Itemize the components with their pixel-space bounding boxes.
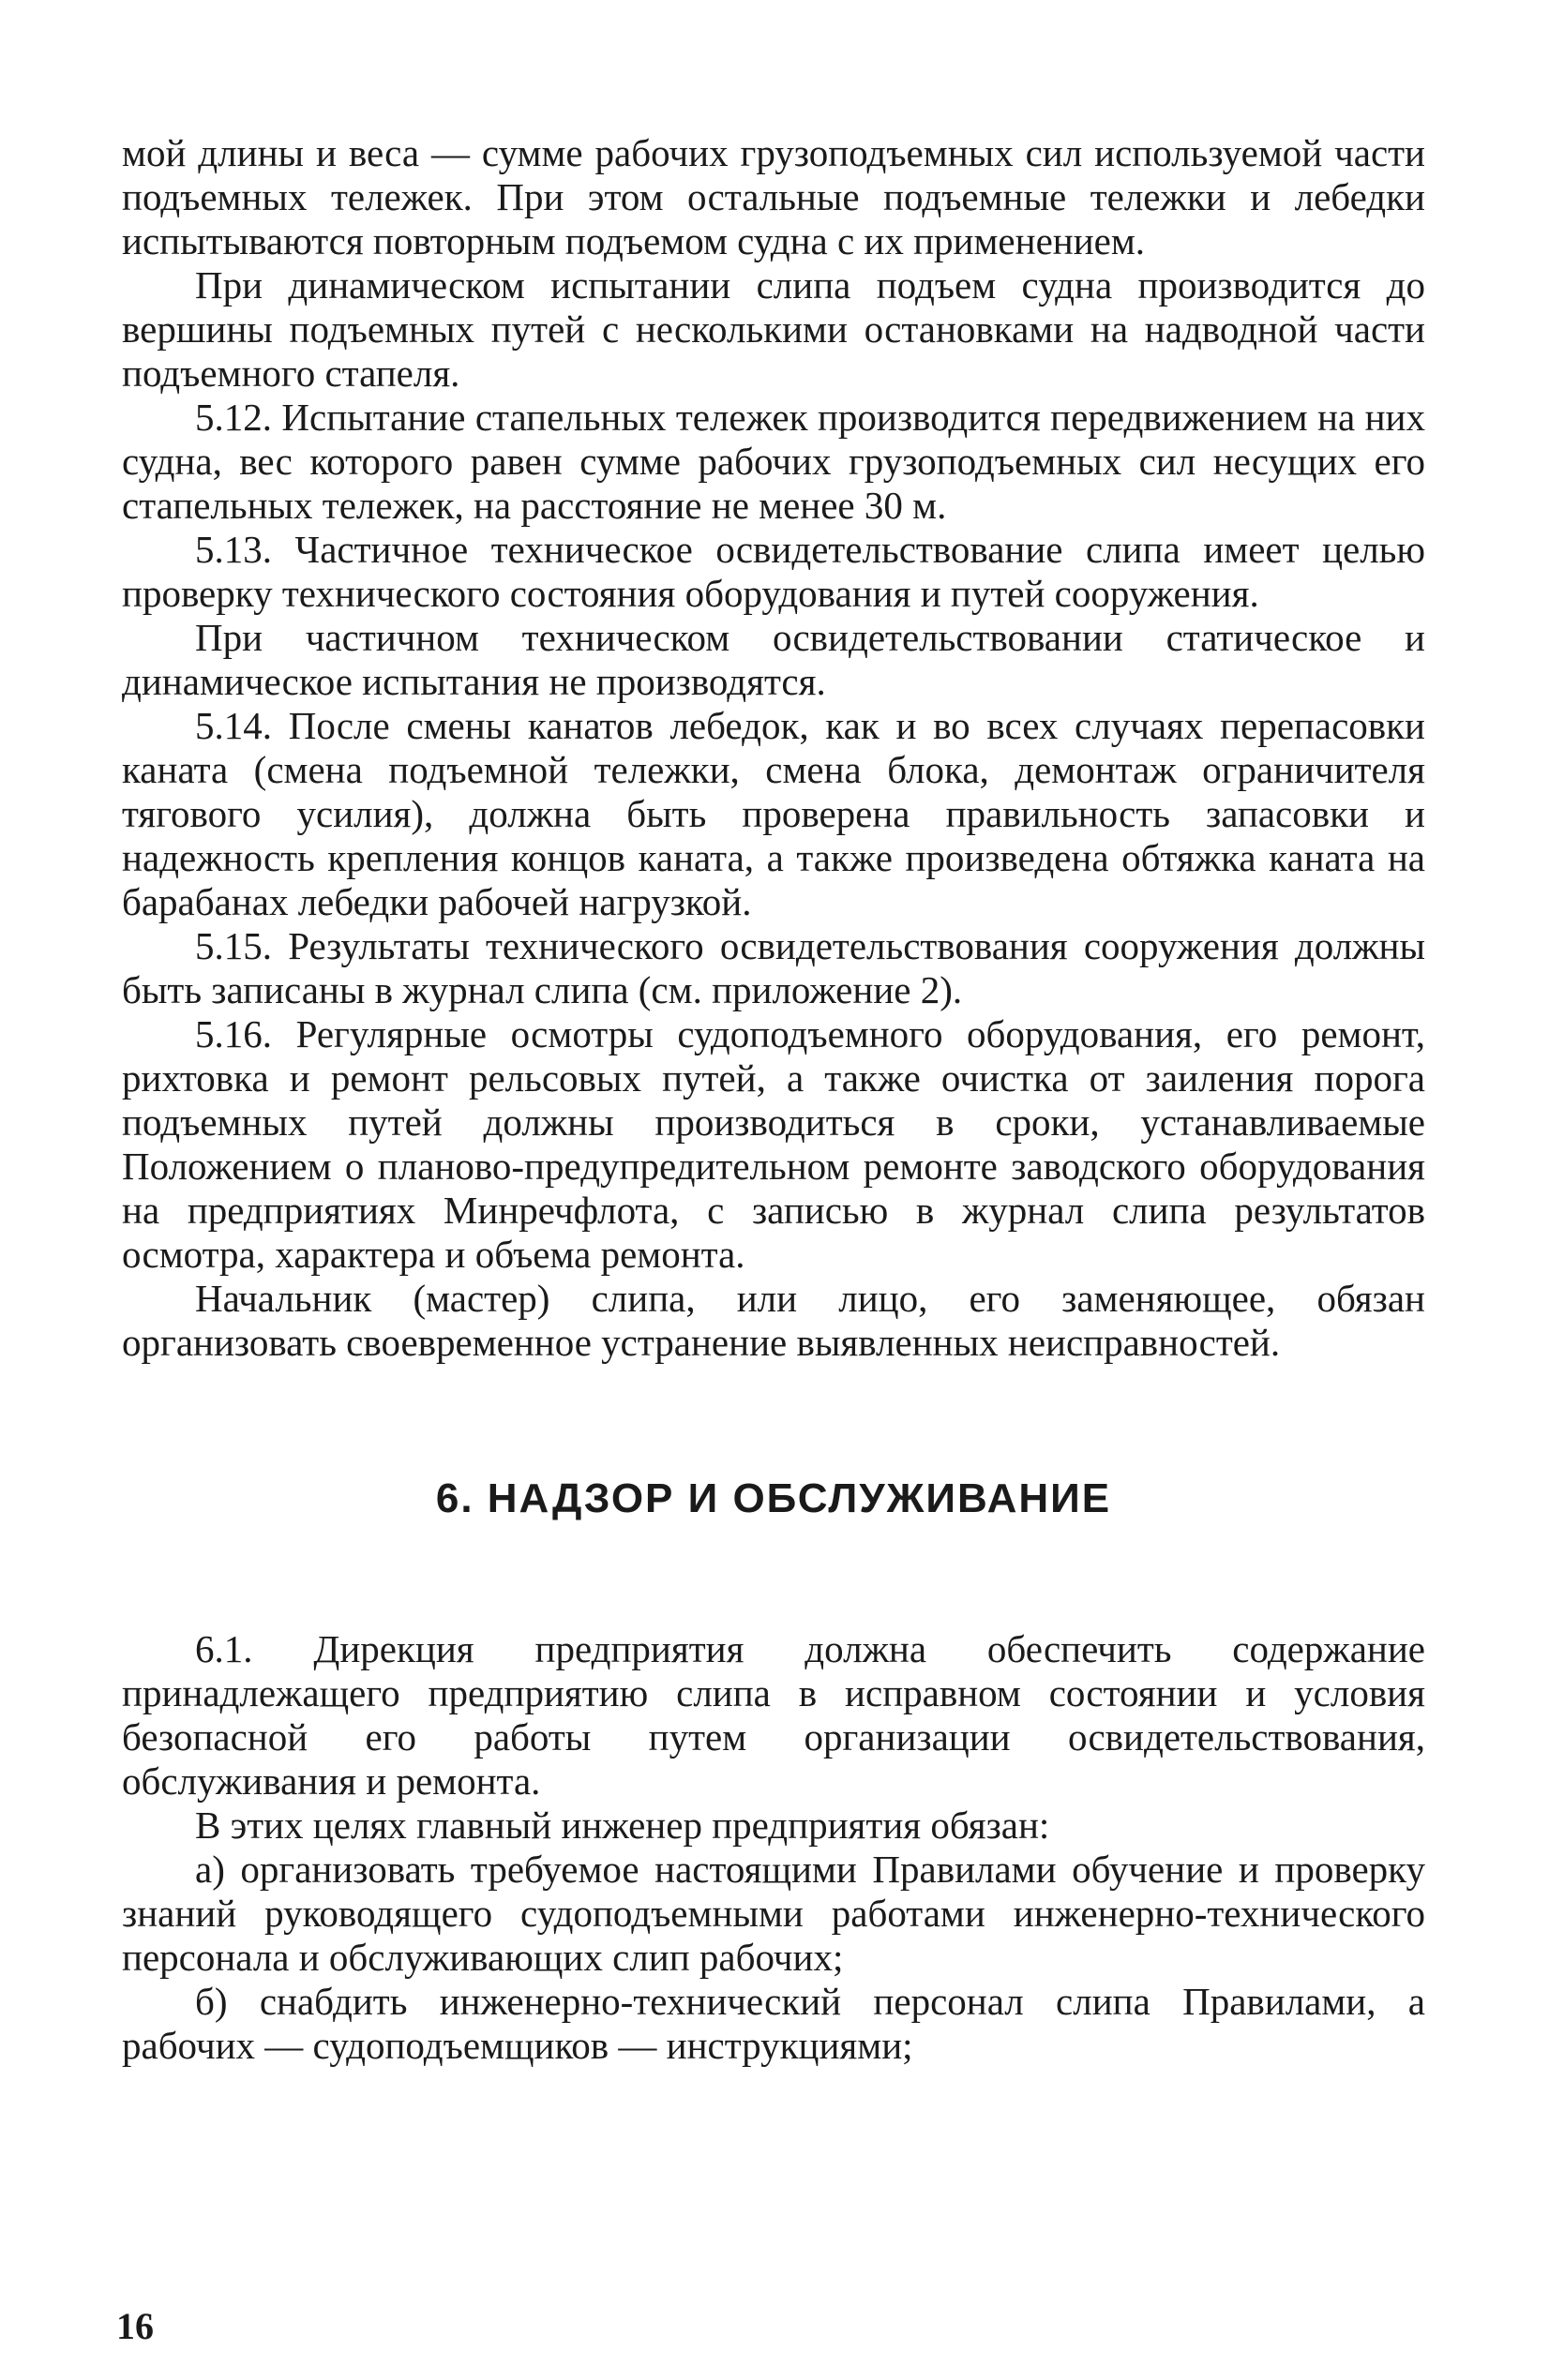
paragraph-partial-inspection: При частичном техническом освидетельствовании статическое и динамическое испытания не производятся. [122, 616, 1425, 703]
paragraph-5-16: 5.16. Регулярные осмотры судоподъемного оборудования, его ремонт, рихтовка и ремонт рельсовых путей, а также очистка от заиления порога подъемных путей должны производиться в сроки, устанавливаемые Положением о планово-предупредительном ремонте заводского оборудования на предприятиях Минречфлота, с записью в журнал слипа результатов осмотра, характера и объема ремонта. [122, 1012, 1425, 1276]
section-heading: 6. НАДЗОР И ОБСЛУЖИВАНИЕ [435, 1475, 1112, 1521]
list-item-b: б) снабдить инженерно-технический персонал слипа Правилами, а рабочих — судоподъемщиков — инструкциями; [122, 1980, 1425, 2067]
paragraph-5-14: 5.14. После смены канатов лебедок, как и во всех случаях перепасовки каната (смена подъемной тележки, смена блока, демонтаж ограничителя тягового усилия), должна быть проверена правильность запасовки и надежность крепления концов каната, а также произведена обтяжка каната на барабанах лебедки рабочей нагрузкой. [122, 704, 1425, 923]
paragraph-dynamic-test: При динамическом испытании слипа подъем судна производится до вершины подъемных путей с несколькими остановками на надводной части подъемного стапеля. [122, 263, 1425, 395]
paragraph-5-12: 5.12. Испытание стапельных тележек производится передвижением на них судна, вес которого равен сумме рабочих грузоподъемных сил несущих его стапельных тележек, на расстояние не менее 30 м. [122, 396, 1425, 527]
document-page [122, 131, 1425, 2068]
page-number: 16 [116, 2305, 154, 2347]
paragraph-chief-engineer: В этих целях главный инженер предприятия обязан: [195, 1804, 1050, 1847]
paragraph-6-1: 6.1. Дирекция предприятия должна обеспечить содержание принадлежащего предприятию слипа в исправном состоянии и условия безопасной его работы путем организации освидетельствования, обслуживания и ремонта. [122, 1627, 1425, 1803]
paragraph-chief-duty: Начальник (мастер) слипа, или лицо, его заменяющее, обязан организовать своевременное устранение выявленных неисправностей. [122, 1277, 1425, 1364]
paragraph-5-13: 5.13. Частичное техническое освидетельствование слипа имеет целью проверку технического состояния оборудования и путей сооружения. [122, 528, 1425, 615]
list-item-a: а) организовать требуемое настоящими Правилами обучение и проверку знаний руководящего судоподъемными работами инженерно-технического персонала и обслуживающих слип рабочих; [122, 1848, 1425, 1979]
paragraph-5-15: 5.15. Результаты технического освидетельствования сооружения должны быть записаны в журнал слипа (см. приложение 2). [122, 924, 1425, 1011]
paragraph-continuation: мой длины и веса — сумме рабочих грузоподъемных сил используемой части подъемных тележек. При этом остальные подъемные тележки и лебедки испытываются повторным подъемом судна с их применением. [122, 131, 1425, 262]
